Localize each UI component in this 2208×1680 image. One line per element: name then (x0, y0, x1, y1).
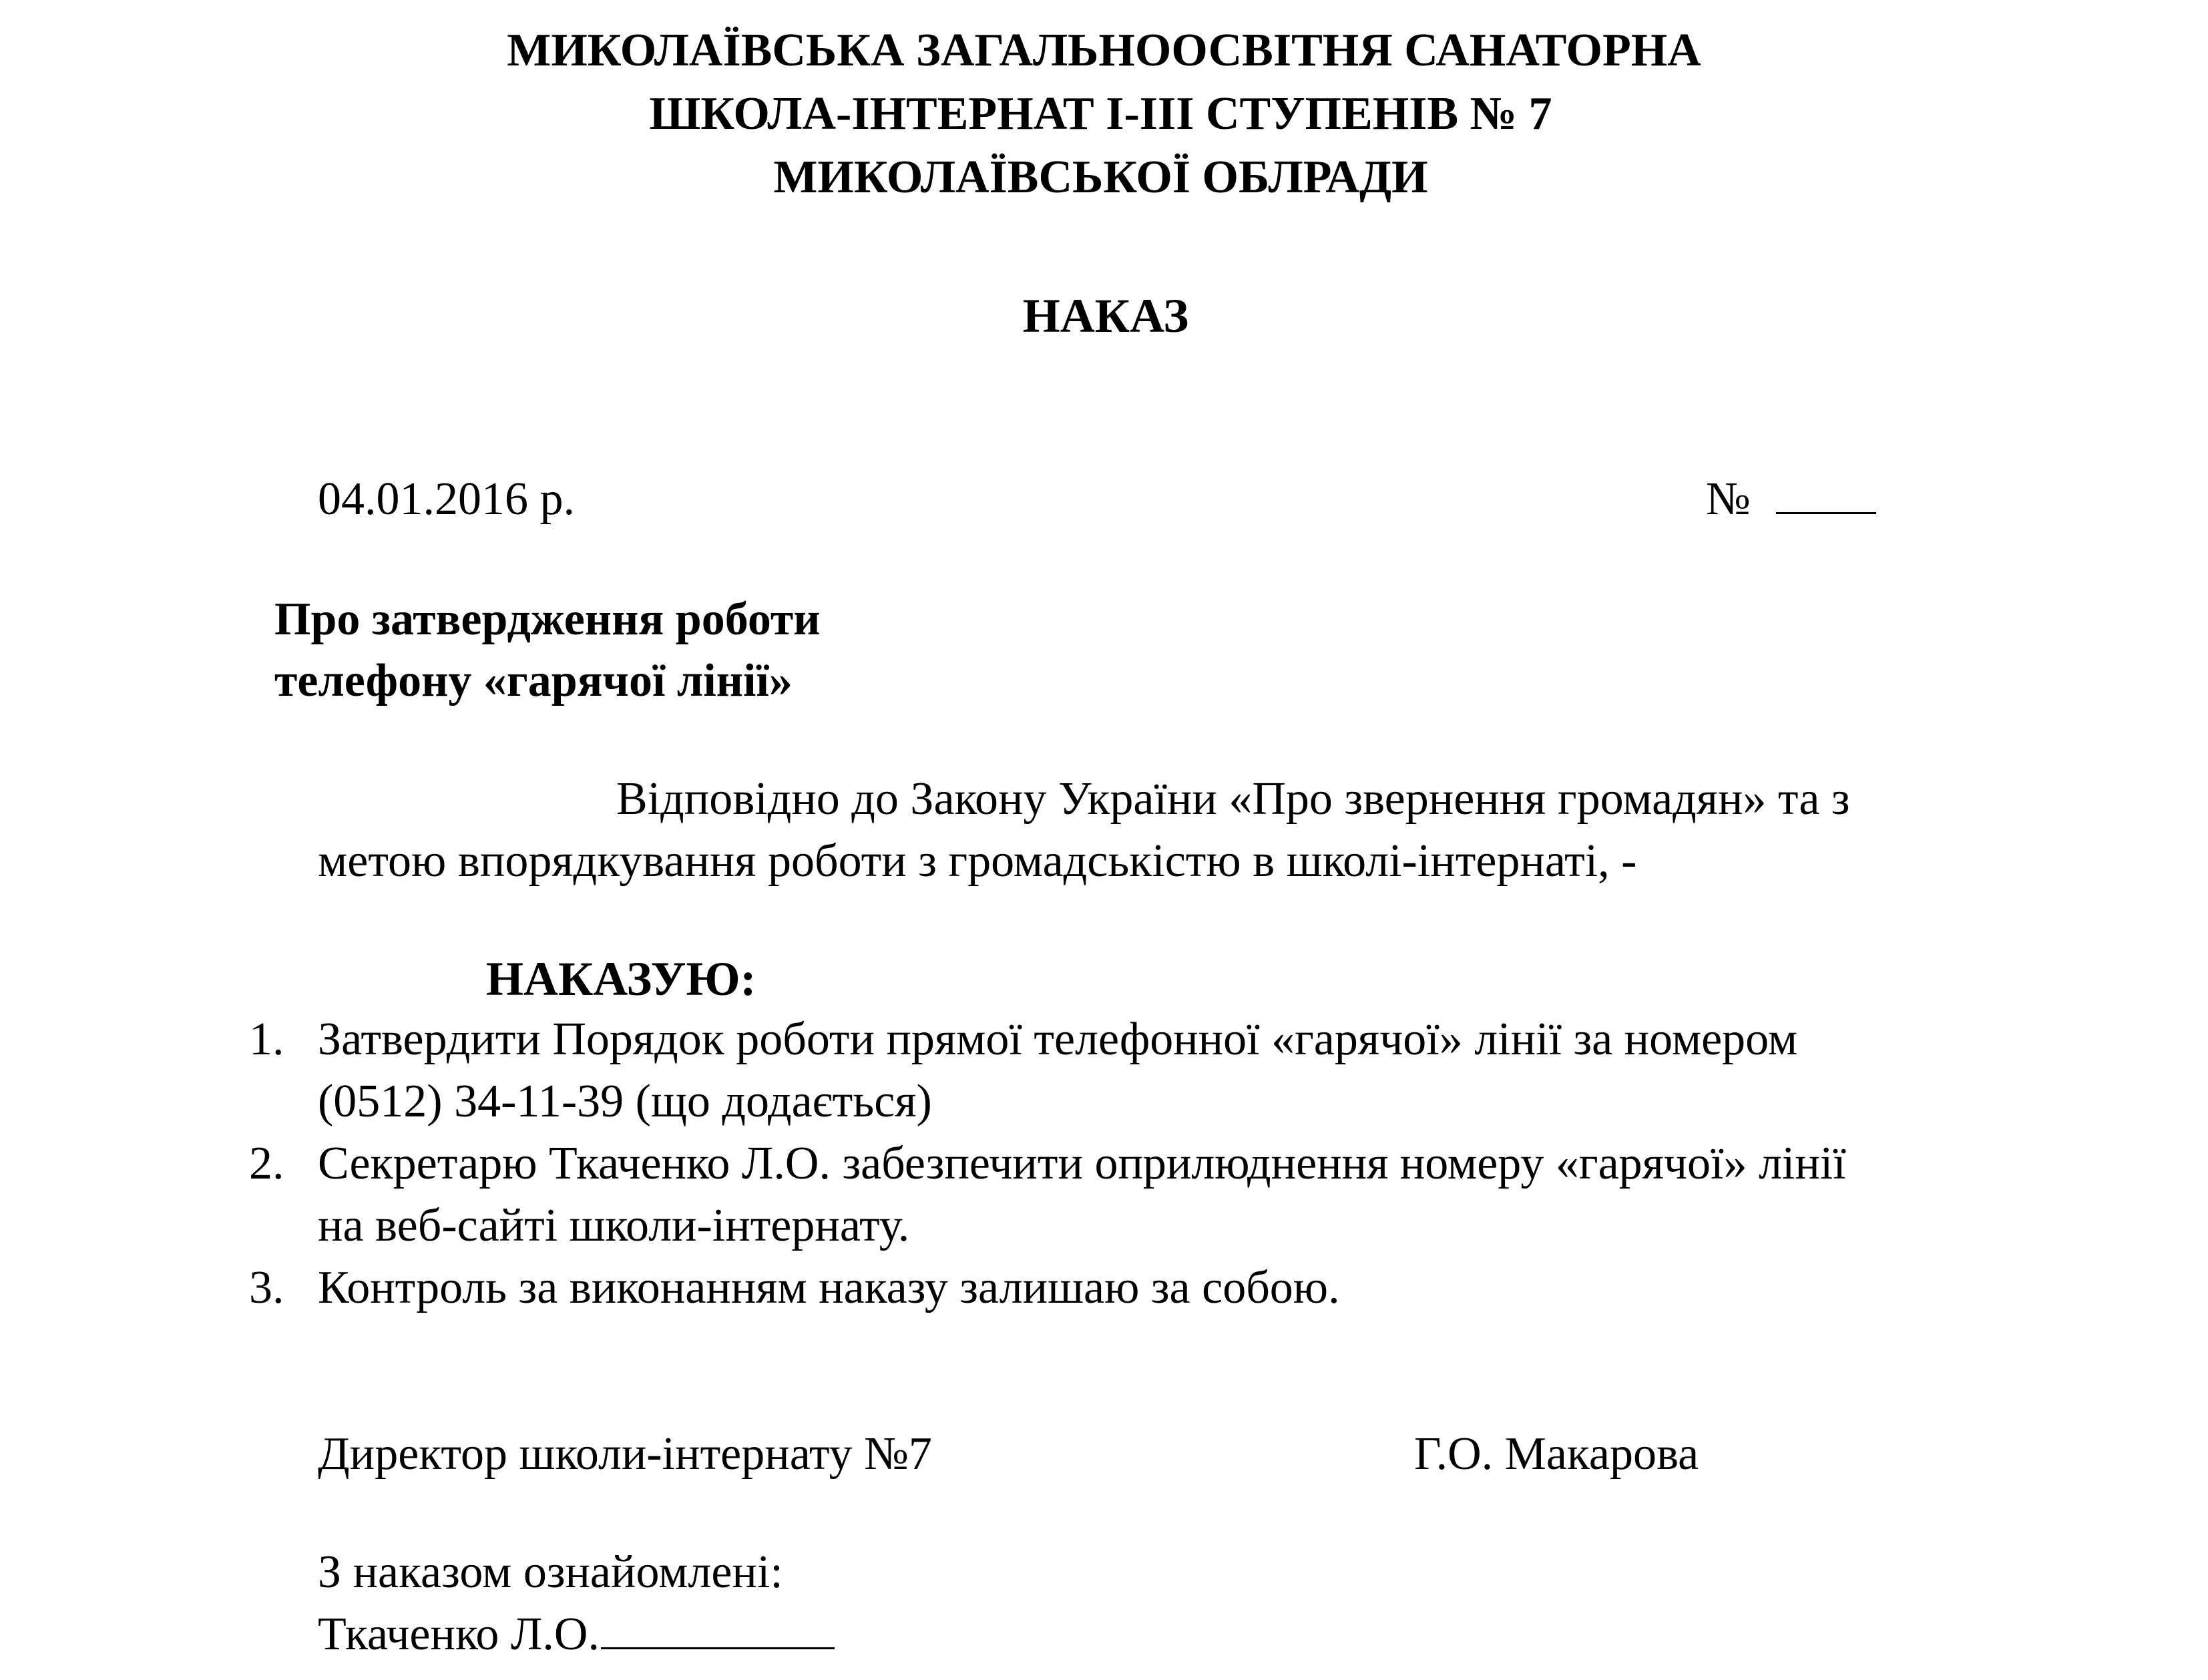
acknowledgement-title: З наказом ознайомлені: (318, 1546, 783, 1598)
list-item-text-line-1: Затвердити Порядок роботи прямої телефонної «гарячої» лінії за номером (318, 1014, 1798, 1065)
acknowledgement-signature-blank (601, 1609, 835, 1649)
list-item (0, 1008, 1846, 1132)
list-item-text-line-1: Секретарю Ткаченко Л.О. забезпечити оприлюднення номеру «гарячої» лінії (318, 1138, 1846, 1189)
subject-line-1: Про затвердження роботи (274, 594, 821, 645)
list-item-text-line-2: (0512) 34-11-39 (що додається) (318, 1076, 932, 1127)
order-number (1706, 469, 1876, 530)
list-item-text-line-1: Контроль за виконанням наказу залишаю за собою. (318, 1262, 1340, 1313)
document-type-title: НАКАЗ (1022, 289, 1189, 343)
order-number-label: № (1706, 473, 1751, 525)
acknowledgement-name: Ткаченко Л.О. (318, 1609, 600, 1660)
header-line-1: МИКОЛАЇВСЬКА ЗАГАЛЬНООСВІТНЯ САНАТОРНА (507, 25, 1701, 76)
institution-header (0, 19, 2208, 209)
preamble-paragraph (318, 768, 2020, 892)
order-date: 04.01.2016 р. (318, 473, 575, 525)
header-line-2: ШКОЛА-ІНТЕРНАТ І-ІІІ СТУПЕНІВ № 7 (649, 88, 1552, 140)
acknowledgement-entry (318, 1605, 835, 1665)
preamble-line-1: Відповідно до Закону України «Про звернення громадян» та з (616, 773, 1850, 825)
preamble-line-2: метою впорядкування роботи з громадськістю в школі-інтернаті, - (318, 835, 1637, 887)
list-item-number: 1. (249, 1014, 284, 1065)
list-item-number: 3. (249, 1262, 284, 1313)
list-item (0, 1132, 1846, 1257)
order-verb: НАКАЗУЮ: (486, 952, 756, 1006)
signature-name: Г.О. Макарова (1414, 1428, 1699, 1480)
order-number-blank (1776, 475, 1876, 514)
header-line-3: МИКОЛАЇВСЬКОЇ ОБЛРАДИ (773, 152, 1428, 203)
order-items-list (0, 1008, 1846, 1319)
list-item-text-line-2: на веб-сайті школи-інтернату. (318, 1200, 910, 1251)
order-subject (274, 589, 821, 712)
list-item-number: 2. (249, 1138, 284, 1189)
subject-line-2: телефону «гарячої лінії» (274, 655, 793, 706)
list-item (0, 1257, 1846, 1319)
signature-title: Директор школи-інтернату №7 (318, 1428, 932, 1480)
